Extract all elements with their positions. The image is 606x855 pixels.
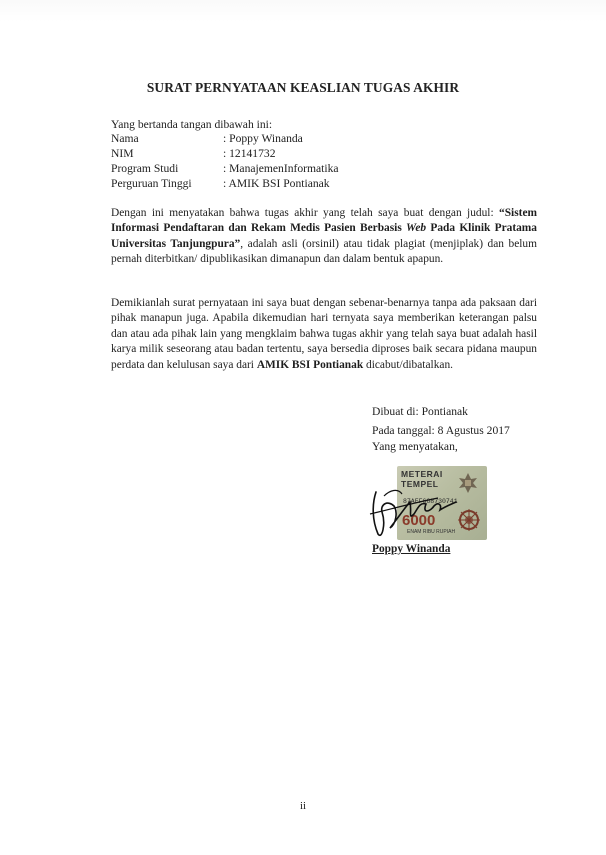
- page-number: ii: [299, 800, 307, 812]
- stamp-ornament-icon: [457, 508, 481, 532]
- signature-place: Dibuat di: Pontianak: [372, 405, 468, 418]
- field-label: Nama: [111, 132, 139, 145]
- field-label: Perguruan Tinggi: [111, 177, 192, 190]
- intro-text: Yang bertanda tangan dibawah ini:: [111, 118, 273, 131]
- signature-date: Pada tanggal: 8 Agustus 2017: [372, 424, 510, 437]
- field-label: NIM: [111, 147, 134, 160]
- stamp-line1: METERAI: [401, 469, 443, 479]
- field-value: : 12141732: [223, 147, 276, 160]
- signature-declarant: Yang menyatakan,: [372, 440, 458, 453]
- stamp-caption: ENAM RIBU RUPIAH: [407, 529, 456, 535]
- handwritten-signature: [368, 484, 458, 544]
- statement-paragraph: [111, 206, 537, 268]
- field-value: : AMIK BSI Pontianak: [223, 177, 330, 190]
- field-value: : Poppy Winanda: [223, 132, 303, 145]
- declaration-paragraph: Demikianlah surat pernyataan ini saya buat dengan sebenar-benarnya tanpa ada paksaan dari pihak manapun juga. Apabila dikemudian hari ternyata saya memberikan keterangan palsu dan atau ada pihak lain yang mengklaim bahwa tugas akhir yang telah saya buat adalah hasil karya milik seseorang atau badan tertentu, saya bersedia diproses baik secara pidana maupun perdata dan kelulusan saya dari AMIK BSI Pontianak dicabut/dibatalkan.: [111, 297, 537, 371]
- thesis-title: “Sistem Informasi Pendaftaran dan Rekam Medis Pasien Berbasis Web Pada Klinik Pratama Universitas Tanjungpura”: [111, 207, 537, 250]
- statement-lead: Dengan ini menyatakan bahwa tugas akhir yang telah saya buat dengan judul:: [111, 207, 494, 219]
- signer-name: Poppy Winanda: [372, 543, 451, 555]
- field-label: Program Studi: [111, 162, 179, 175]
- institution-name: AMIK BSI Pontianak: [256, 358, 364, 371]
- statement-rest: , adalah asli (orsinil) atau tidak plagiat (menjiplak) dan belum pernah diterbitkan/ dipublikasikan dimanapun dan dalam bentuk apapun.: [111, 237, 537, 266]
- stamp-value: 6000: [402, 512, 436, 529]
- stamp-line2: TEMPEL: [401, 479, 439, 489]
- scan-shading: [0, 0, 606, 22]
- garuda-emblem-icon: [455, 470, 481, 496]
- document-title: SURAT PERNYATAAN KEASLIAN TUGAS AKHIR: [146, 80, 460, 95]
- stamp-serial: 87AEF668730741: [403, 498, 458, 505]
- field-value: : ManajemenInformatika: [223, 162, 339, 175]
